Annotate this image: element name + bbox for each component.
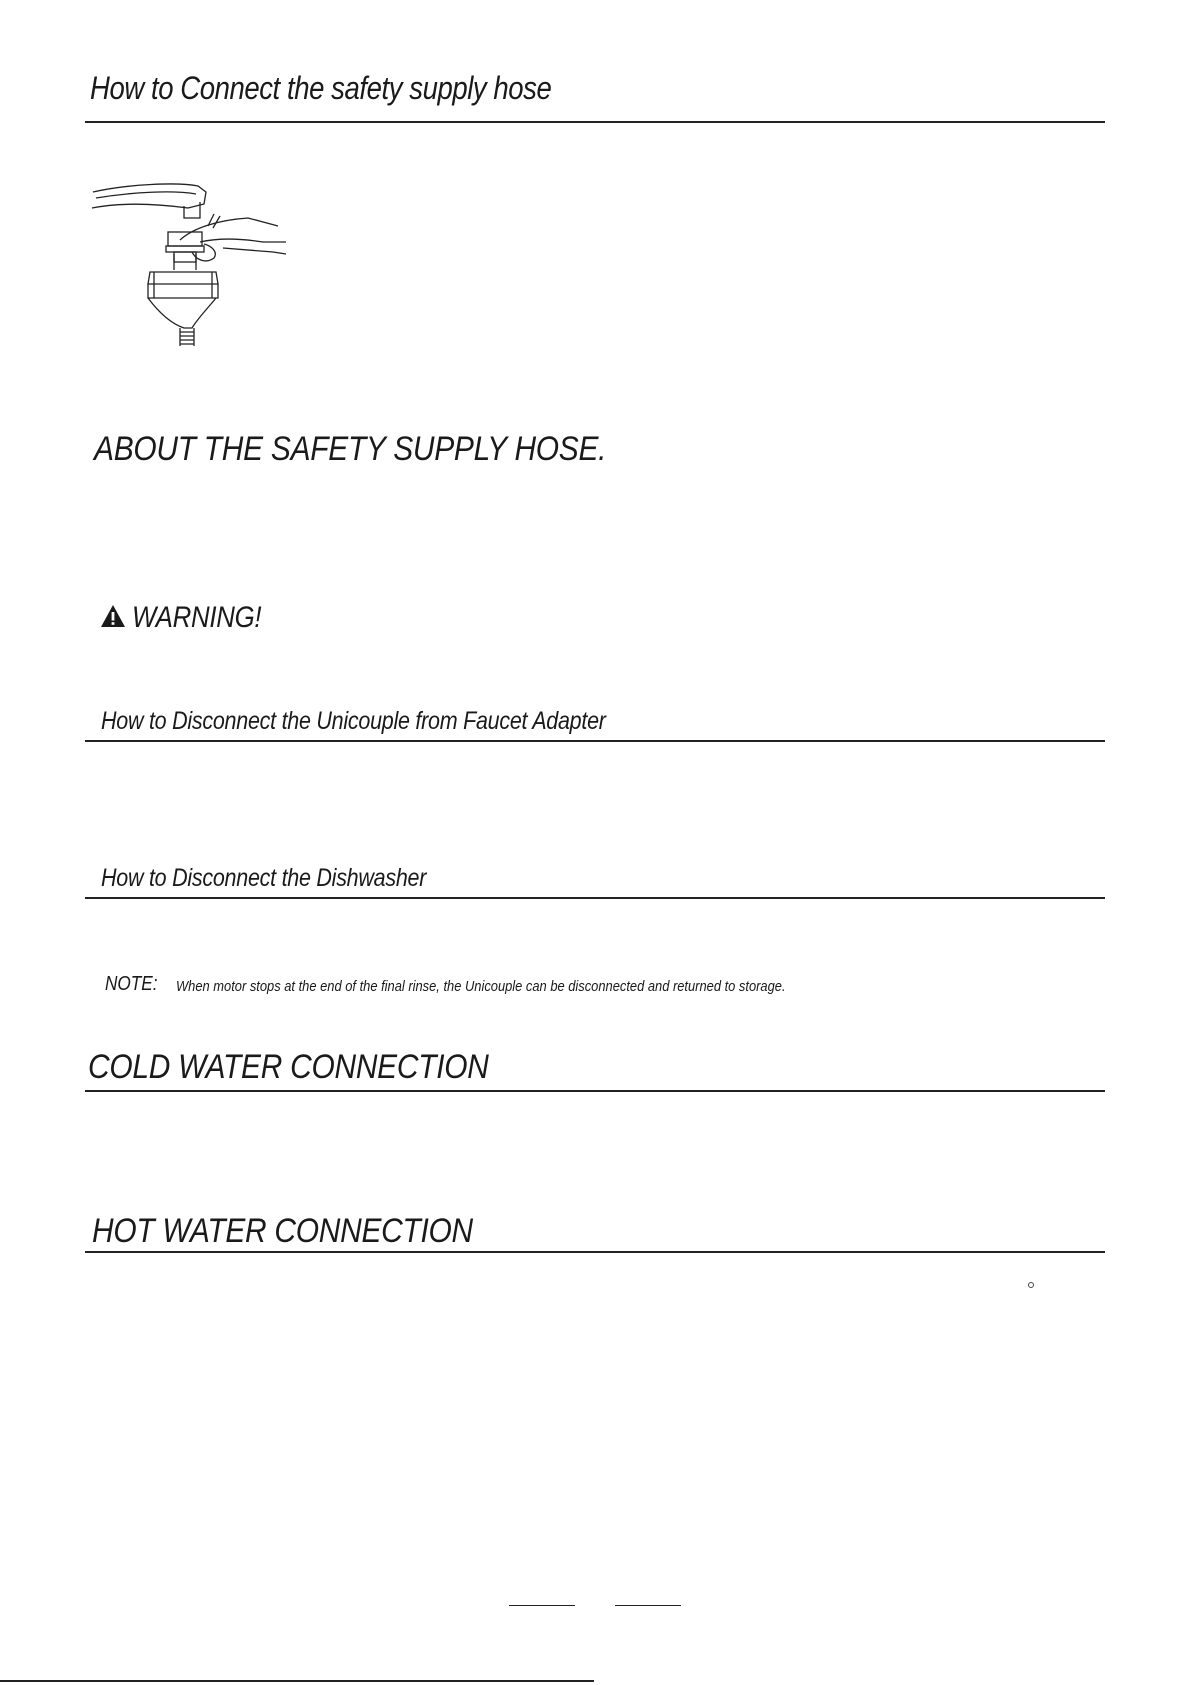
warning-triangle-icon (100, 604, 126, 628)
heading-disconnect-dishwasher: How to Disconnect the Dishwasher (101, 864, 427, 892)
divider-connect-hose (85, 121, 1105, 123)
small-circle-mark (1028, 1282, 1034, 1288)
heading-hot-water: HOT WATER CONNECTION (92, 1212, 473, 1250)
heading-disconnect-unicouple: How to Disconnect the Unicouple from Faucet Adapter (101, 707, 606, 735)
footer-rule-left (509, 1605, 575, 1606)
faucet-adapter-illustration (88, 180, 288, 350)
bottom-edge-rule (0, 1680, 594, 1682)
heading-warning: WARNING! (132, 601, 262, 634)
divider-hot-water (85, 1251, 1105, 1253)
divider-cold-water (85, 1090, 1105, 1092)
heading-cold-water: COLD WATER CONNECTION (88, 1048, 489, 1086)
note-text: When motor stops at the end of the final rinse, the Unicouple can be disconnected and returned to storage. (176, 978, 786, 995)
heading-about-hose: ABOUT THE SAFETY SUPPLY HOSE. (94, 430, 607, 468)
footer-rule-right (615, 1605, 681, 1606)
heading-connect-hose: How to Connect the safety supply hose (90, 70, 552, 106)
divider-disconnect-unicouple (85, 740, 1105, 742)
divider-disconnect-dishwasher (85, 897, 1105, 899)
note-label: NOTE: (105, 973, 158, 995)
